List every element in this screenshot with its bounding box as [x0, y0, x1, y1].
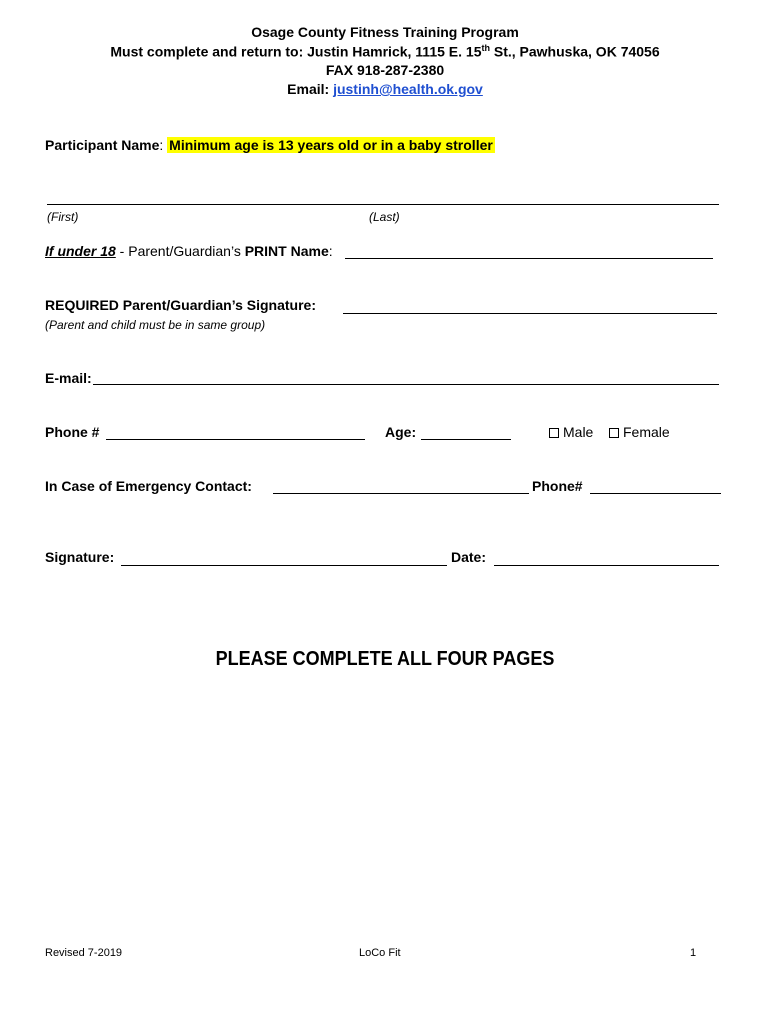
guardian-print-name-field[interactable] [345, 258, 713, 259]
last-name-caption: (Last) [369, 210, 400, 224]
email-label: Email: [287, 81, 330, 97]
footer-center-text: LoCo Fit [359, 947, 401, 959]
guardian-print-bold: PRINT Name [244, 243, 329, 259]
guardian-print-prefix: - Parent/Guardian’s [115, 243, 245, 259]
age-field[interactable] [421, 439, 511, 440]
female-checkbox[interactable] [609, 428, 619, 438]
emergency-phone-label: Phone# [532, 478, 583, 494]
phone-label: Phone # [45, 424, 100, 440]
if-under-18-label: If under 18 [45, 243, 116, 259]
revision-date: Revised 7-2019 [45, 947, 123, 959]
guardian-print-row [45, 243, 333, 259]
male-option[interactable] [549, 424, 593, 440]
return-address-suffix: St., Pawhuska, OK 74056 [489, 43, 660, 60]
participant-name-field[interactable] [47, 204, 719, 205]
phone-field[interactable] [106, 439, 365, 440]
return-address [0, 43, 770, 60]
program-title: Osage County Fitness Training Program [251, 24, 519, 40]
date-field[interactable] [494, 565, 719, 566]
emergency-contact-field[interactable] [273, 493, 529, 494]
female-label: Female [623, 424, 670, 440]
emergency-phone-field[interactable] [590, 493, 721, 494]
page-number: 1 [690, 947, 697, 959]
guardian-signature-note: (Parent and child must be in same group) [45, 318, 266, 332]
email-line [0, 81, 770, 97]
first-name-caption: (First) [47, 210, 79, 224]
signature-label: Signature: [45, 549, 115, 565]
guardian-print-colon: : [328, 243, 333, 259]
guardian-signature-field[interactable] [343, 313, 717, 314]
email-field-label: E-mail: [45, 370, 92, 386]
return-address-prefix: Must complete and return to: Justin Hamrick, 1115 E. 15 [110, 43, 482, 60]
participant-colon: : [159, 137, 164, 153]
male-checkbox[interactable] [549, 428, 559, 438]
participant-row [45, 137, 495, 153]
female-option[interactable] [609, 424, 670, 440]
participant-name-label: Participant Name [45, 137, 160, 153]
age-label: Age: [385, 424, 417, 440]
age-requirement-note: Minimum age is 13 years old or in a baby stroller [169, 137, 493, 153]
signature-field[interactable] [121, 565, 447, 566]
emergency-contact-label: In Case of Emergency Contact: [45, 478, 252, 494]
email-field[interactable] [93, 384, 719, 385]
email-link[interactable]: justinh@health.ok.gov [333, 81, 483, 97]
return-address-sup: th [481, 43, 490, 53]
guardian-signature-label: REQUIRED Parent/Guardian’s Signature: [45, 297, 316, 313]
male-label: Male [563, 424, 594, 440]
fax-number: FAX 918-287-2380 [325, 62, 445, 78]
complete-all-pages-notice: PLEASE COMPLETE ALL FOUR PAGES [215, 648, 555, 670]
date-label: Date: [451, 549, 487, 565]
